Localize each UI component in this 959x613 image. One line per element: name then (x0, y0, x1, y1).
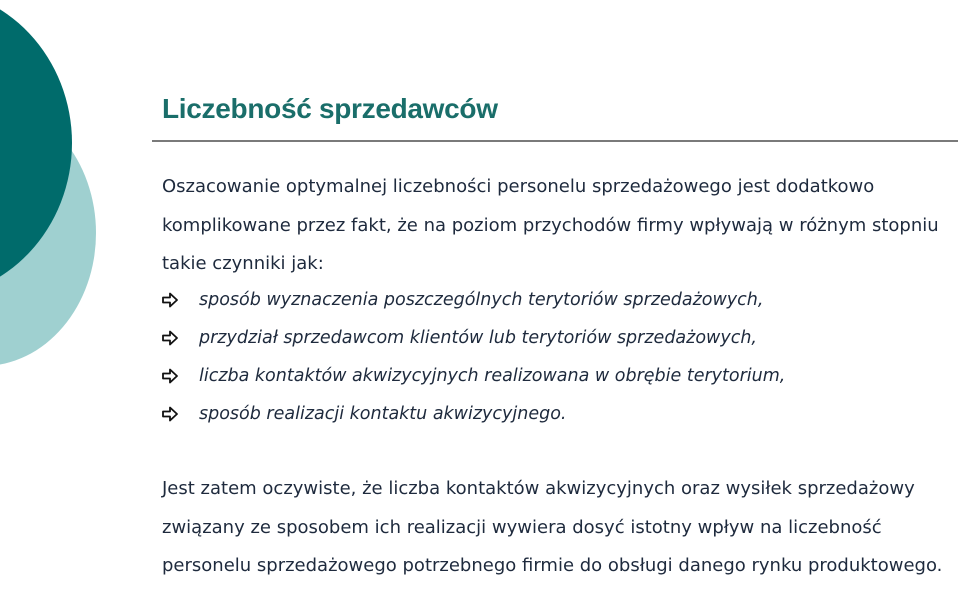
arrow-right-icon (162, 292, 199, 308)
list-item-text: przydział sprzedawcom klientów lub terytoriów sprzedażowych, (199, 328, 757, 348)
list-item (162, 357, 785, 395)
list-item (162, 395, 785, 433)
list-item-text: sposób realizacji kontaktu akwizycyjnego. (199, 404, 567, 424)
title-divider (152, 140, 958, 142)
arrow-right-icon (162, 406, 199, 422)
arrow-right-icon (162, 330, 199, 346)
list-item (162, 319, 785, 357)
list-item-text: sposób wyznaczenia poszczególnych terytoriów sprzedażowych, (199, 290, 764, 310)
list-item-text: liczba kontaktów akwizycyjnych realizowana w obrębie terytorium, (199, 366, 786, 386)
arrow-right-icon (162, 368, 199, 384)
list-item (162, 281, 785, 319)
factor-list (162, 281, 785, 433)
slide-title: Liczebność sprzedawców (162, 93, 498, 124)
intro-paragraph: Oszacowanie optymalnej liczebności personelu sprzedażowego jest dodatkowo komplikowane przez fakt, że na poziom przychodów firmy wpływają w różnym stopniu takie czynniki jak: (162, 176, 939, 274)
conclusion-paragraph: Jest zatem oczywiste, że liczba kontaktów akwizycyjnych oraz wysiłek sprzedażowy związany ze sposobem ich realizacji wywiera dosyć istotny wpływ na liczebność personelu sprzedażowego potrzebnego firmie do obsługi danego rynku produktowego. (162, 478, 943, 576)
